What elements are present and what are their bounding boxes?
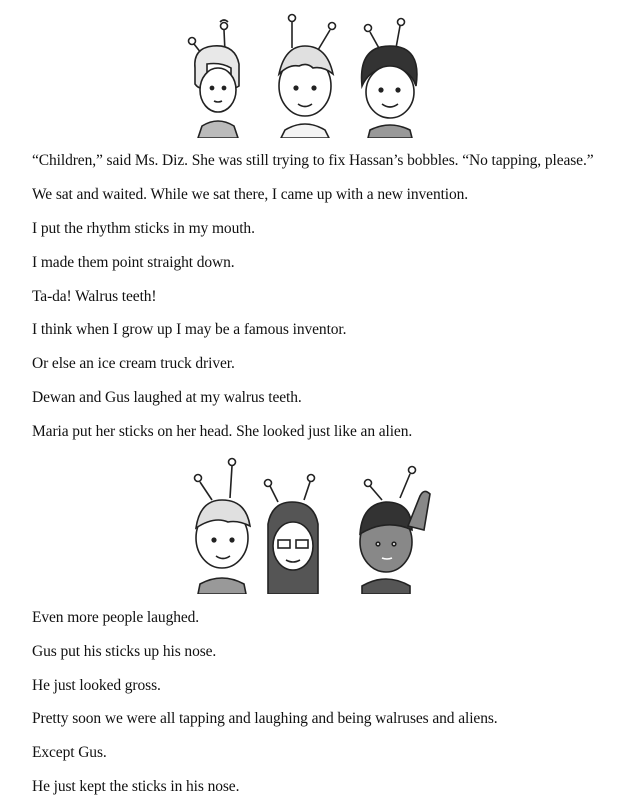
paragraph-line: Dewan and Gus laughed at my walrus teeth.: [32, 389, 302, 406]
paragraph-line: I think when I grow up I may be a famous inventor.: [32, 321, 347, 338]
paragraph-line: Even more people laughed.: [32, 609, 200, 626]
paragraph-line: He just looked gross.: [32, 677, 161, 694]
paragraph-line: I made them point straight down.: [32, 254, 235, 271]
paragraph-line: “Children,” said Ms. Diz. She was still trying to fix Hassan’s bobbles. “No tapping, please.”: [32, 152, 594, 169]
paragraph-line: Maria put her sticks on her head. She looked just like an alien.: [32, 423, 413, 440]
paragraph-line: Except Gus.: [32, 744, 107, 761]
paragraph-line: Or else an ice cream truck driver.: [32, 355, 235, 372]
paragraph-line: Pretty soon we were all tapping and laughing and being walruses and aliens.: [32, 710, 498, 727]
paragraph-line: Ta-da! Walrus teeth!: [32, 288, 157, 305]
paragraph-line: We sat and waited. While we sat there, I came up with a new invention.: [32, 186, 469, 203]
paragraph-line: Gus put his sticks up his nose.: [32, 643, 217, 660]
illustration-top-three-kids: [180, 8, 435, 138]
paragraph-line: I put the rhythm sticks in my mouth.: [32, 220, 255, 237]
paragraph-line: He just kept the sticks in his nose.: [32, 778, 240, 795]
illustration-bottom-three-kids: [186, 456, 438, 594]
